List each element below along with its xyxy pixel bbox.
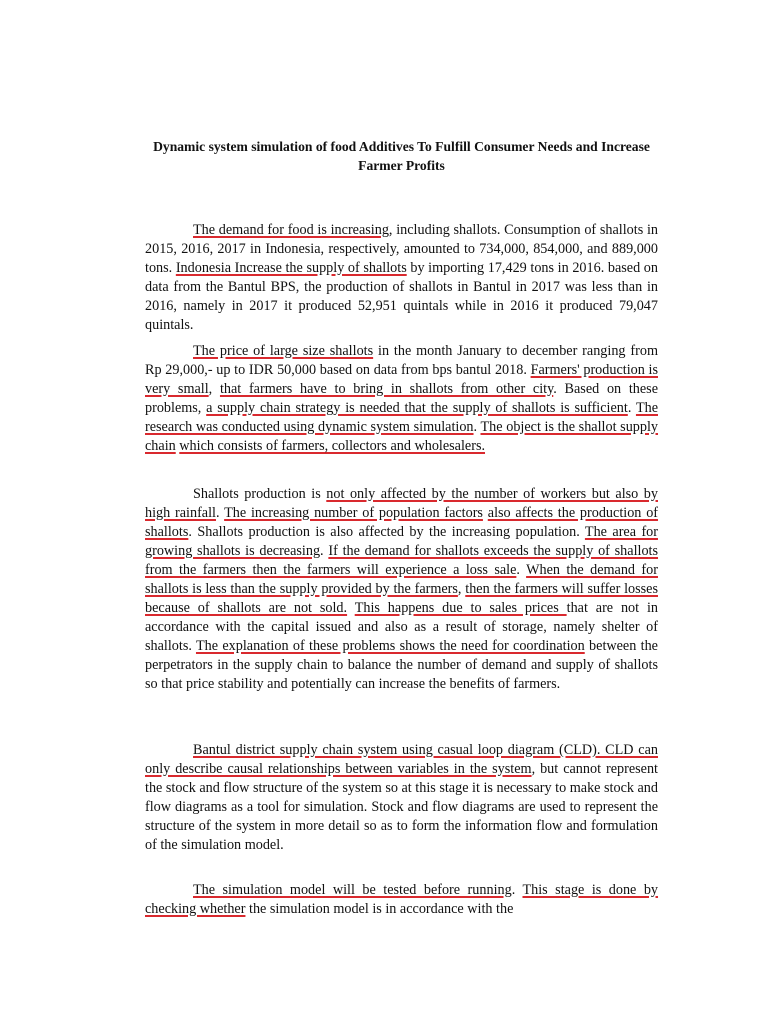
underlined-phrase: The demand for food is increasing [193,222,389,238]
text-run: . [511,882,523,898]
text-run: Shallots production is [193,486,327,502]
underlined-phrase: then the farmers will suffer losses because of shallots are not sold. [145,581,658,616]
text-run: . [320,543,329,559]
text-run: . [516,562,527,578]
underlined-phrase: not only affected by the number of workers but also by high rainfall [145,486,658,521]
document-page [145,137,659,917]
text-run: by importing 17,429 tons in 2016. based on data from the Bantul BPS, the production of shallots in Bantul in 2017 was less than in 2016, namely in 2017 it produced 52,951 quintals while in 2016 it produced 79,047 quintals. [145,260,658,333]
paragraph-3 [145,485,658,694]
underlined-phrase: Farmers' production is very small [145,362,658,397]
underlined-phrase: The area for growing shallots is decreasing [145,524,658,559]
underlined-phrase: The price of large size shallots [193,343,374,359]
text-run: , [457,581,466,597]
underlined-phrase: that farmers have to bring in shallots from other city [219,381,554,397]
text-run: that are not in accordance with the capital issued and also as a result of storage, namely shelter of shallots. [145,600,658,654]
text-run: . [473,419,481,435]
underlined-phrase: This stage is done by checking whether [145,882,659,917]
underlined-phrase: The explanation of these problems shows the need for coordination [195,638,585,654]
text-run: . [216,505,225,521]
document-title: Dynamic system simulation of food Additives To Fulfill Consumer Needs and Increase Farmer Profits [153,139,650,173]
underlined-phrase: Bantul district supply chain system using casual loop diagram (CLD). CLD can only describe causal relationships between variables in the system [145,742,658,777]
underlined-phrase: This happens due to sales prices [354,600,567,616]
text-run: . Shallots production is also affected by the increasing population. [188,524,585,540]
paragraph-1 [145,221,658,335]
paragraph-2 [145,342,658,456]
text-run [347,600,355,616]
underlined-phrase: If the demand for shallots exceeds the supply of shallots from the farmers then the farmers will experience a loss sale [145,543,659,578]
paragraph-4 [145,741,658,855]
text-run: . [627,400,636,416]
underlined-phrase: The increasing number of population factors [224,505,483,521]
text-run: , [208,381,220,397]
underlined-phrase: also affects the production of shallots [145,505,659,540]
underlined-phrase: a supply chain strategy is needed that the supply of shallots is sufficient [206,400,628,416]
underlined-phrase: The object is the shallot supply chain [145,419,659,454]
text-run: between the perpetrators in the supply chain to balance the number of demand and supply of shallots so that price stability and potentially can increase the benefits of farmers. [145,638,658,692]
text-run: in the month January to december ranging from Rp 29,000,- up to IDR 50,000 based on data from bps bantul 2018. [145,343,658,378]
text-run: , but cannot represent the stock and flow structure of the system so at this stage it is necessary to make stock and flow diagrams as a tool for simulation. Stock and flow diagrams are used to represent the structure of the system in more detail so as to form the information flow and formulation of the simulation model. [145,761,658,853]
text-run: , including shallots. Consumption of shallots in 2015, 2016, 2017 in Indonesia, respectively, amounted to 734,000, 854,000, and 889,000 tons. [145,222,658,276]
paragraph-5 [145,881,658,919]
text-run: . Based on these problems, [145,381,659,416]
underlined-phrase: The research was conducted using dynamic system simulation [145,400,658,435]
underlined-phrase: The simulation model will be tested before running [193,882,512,898]
underlined-phrase: Indonesia Increase the supply of shallots [175,260,407,276]
underlined-phrase: When the demand for shallots is less than the supply provided by the farmers [145,562,658,597]
text-run: the simulation model is in accordance with the [245,901,514,917]
underlined-phrase: which consists of farmers, collectors and wholesalers. [179,438,486,454]
